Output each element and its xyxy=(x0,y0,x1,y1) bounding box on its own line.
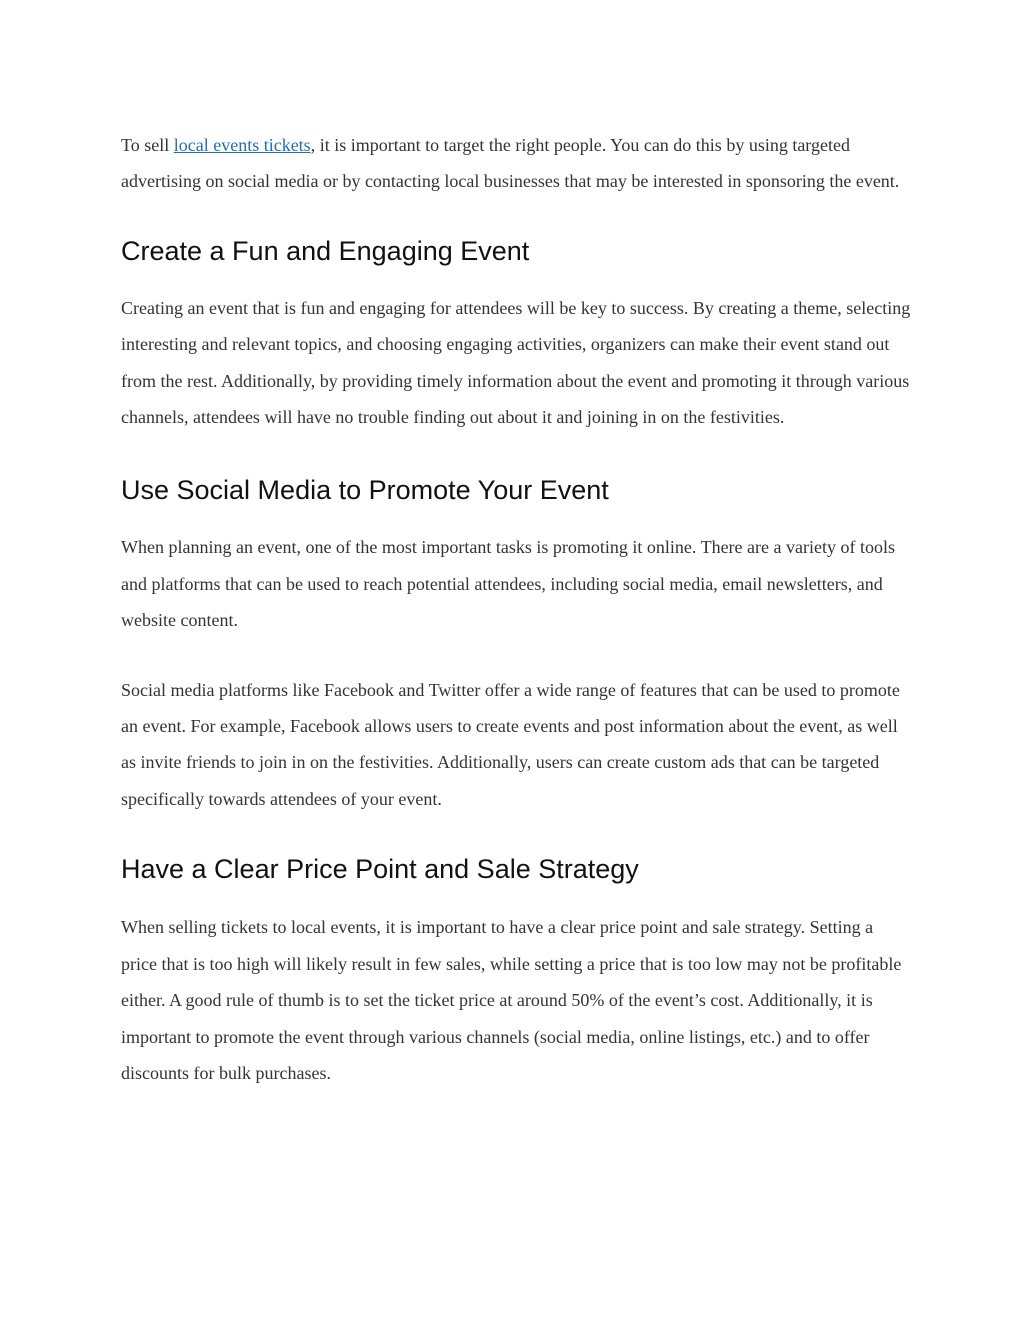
document-page xyxy=(121,127,911,1091)
intro-text-before-link: To sell xyxy=(121,135,174,155)
section-paragraph-social-media-1: When planning an event, one of the most important tasks is promoting it online. There are a variety of tools and platforms that can be used to reach potential attendees, including social media, email newsletters, and website content. xyxy=(121,537,895,631)
section-paragraph-fun-event: Creating an event that is fun and engaging for attendees will be key to success. By creating a theme, selecting interesting and relevant topics, and choosing engaging activities, organizers can make their event stand out from the rest. Additionally, by providing timely information about the event and promoting it through various channels, attendees will have no trouble finding out about it and joining in on the festivities. xyxy=(121,297,911,428)
section-paragraph-social-media-2: Social media platforms like Facebook and Twitter offer a wide range of features that can be used to promote an event. For example, Facebook allows users to create events and post information about the event, as well as invite friends to join in on the festivities. Additionally, users can create custom ads that can be targeted specifically towards attendees of your event. xyxy=(121,679,900,809)
section-heading-fun-event: Create a Fun and Engaging Event xyxy=(121,235,530,266)
section-heading-price-point: Have a Clear Price Point and Sale Strategy xyxy=(121,854,639,885)
intro-text-after-link: , it is important to target the right people. You can do this by using targeted advertising on social media or by contacting local businesses that may be interested in sponsoring the event. xyxy=(121,135,900,192)
local-events-tickets-link[interactable]: local events tickets xyxy=(173,135,311,155)
intro-paragraph xyxy=(121,127,911,200)
section-heading-social-media: Use Social Media to Promote Your Event xyxy=(121,475,609,506)
section-paragraph-price-point: When selling tickets to local events, it is important to have a clear price point and sale strategy. Setting a price that is too high will likely result in few sales, while setting a price that is too low may not be profitable either. A good rule of thumb is to set the ticket price at around 50% of the event’s cost. Additionally, it is important to promote the event through various channels (social media, online listings, etc.) and to offer discounts for bulk purchases. xyxy=(121,917,902,1083)
